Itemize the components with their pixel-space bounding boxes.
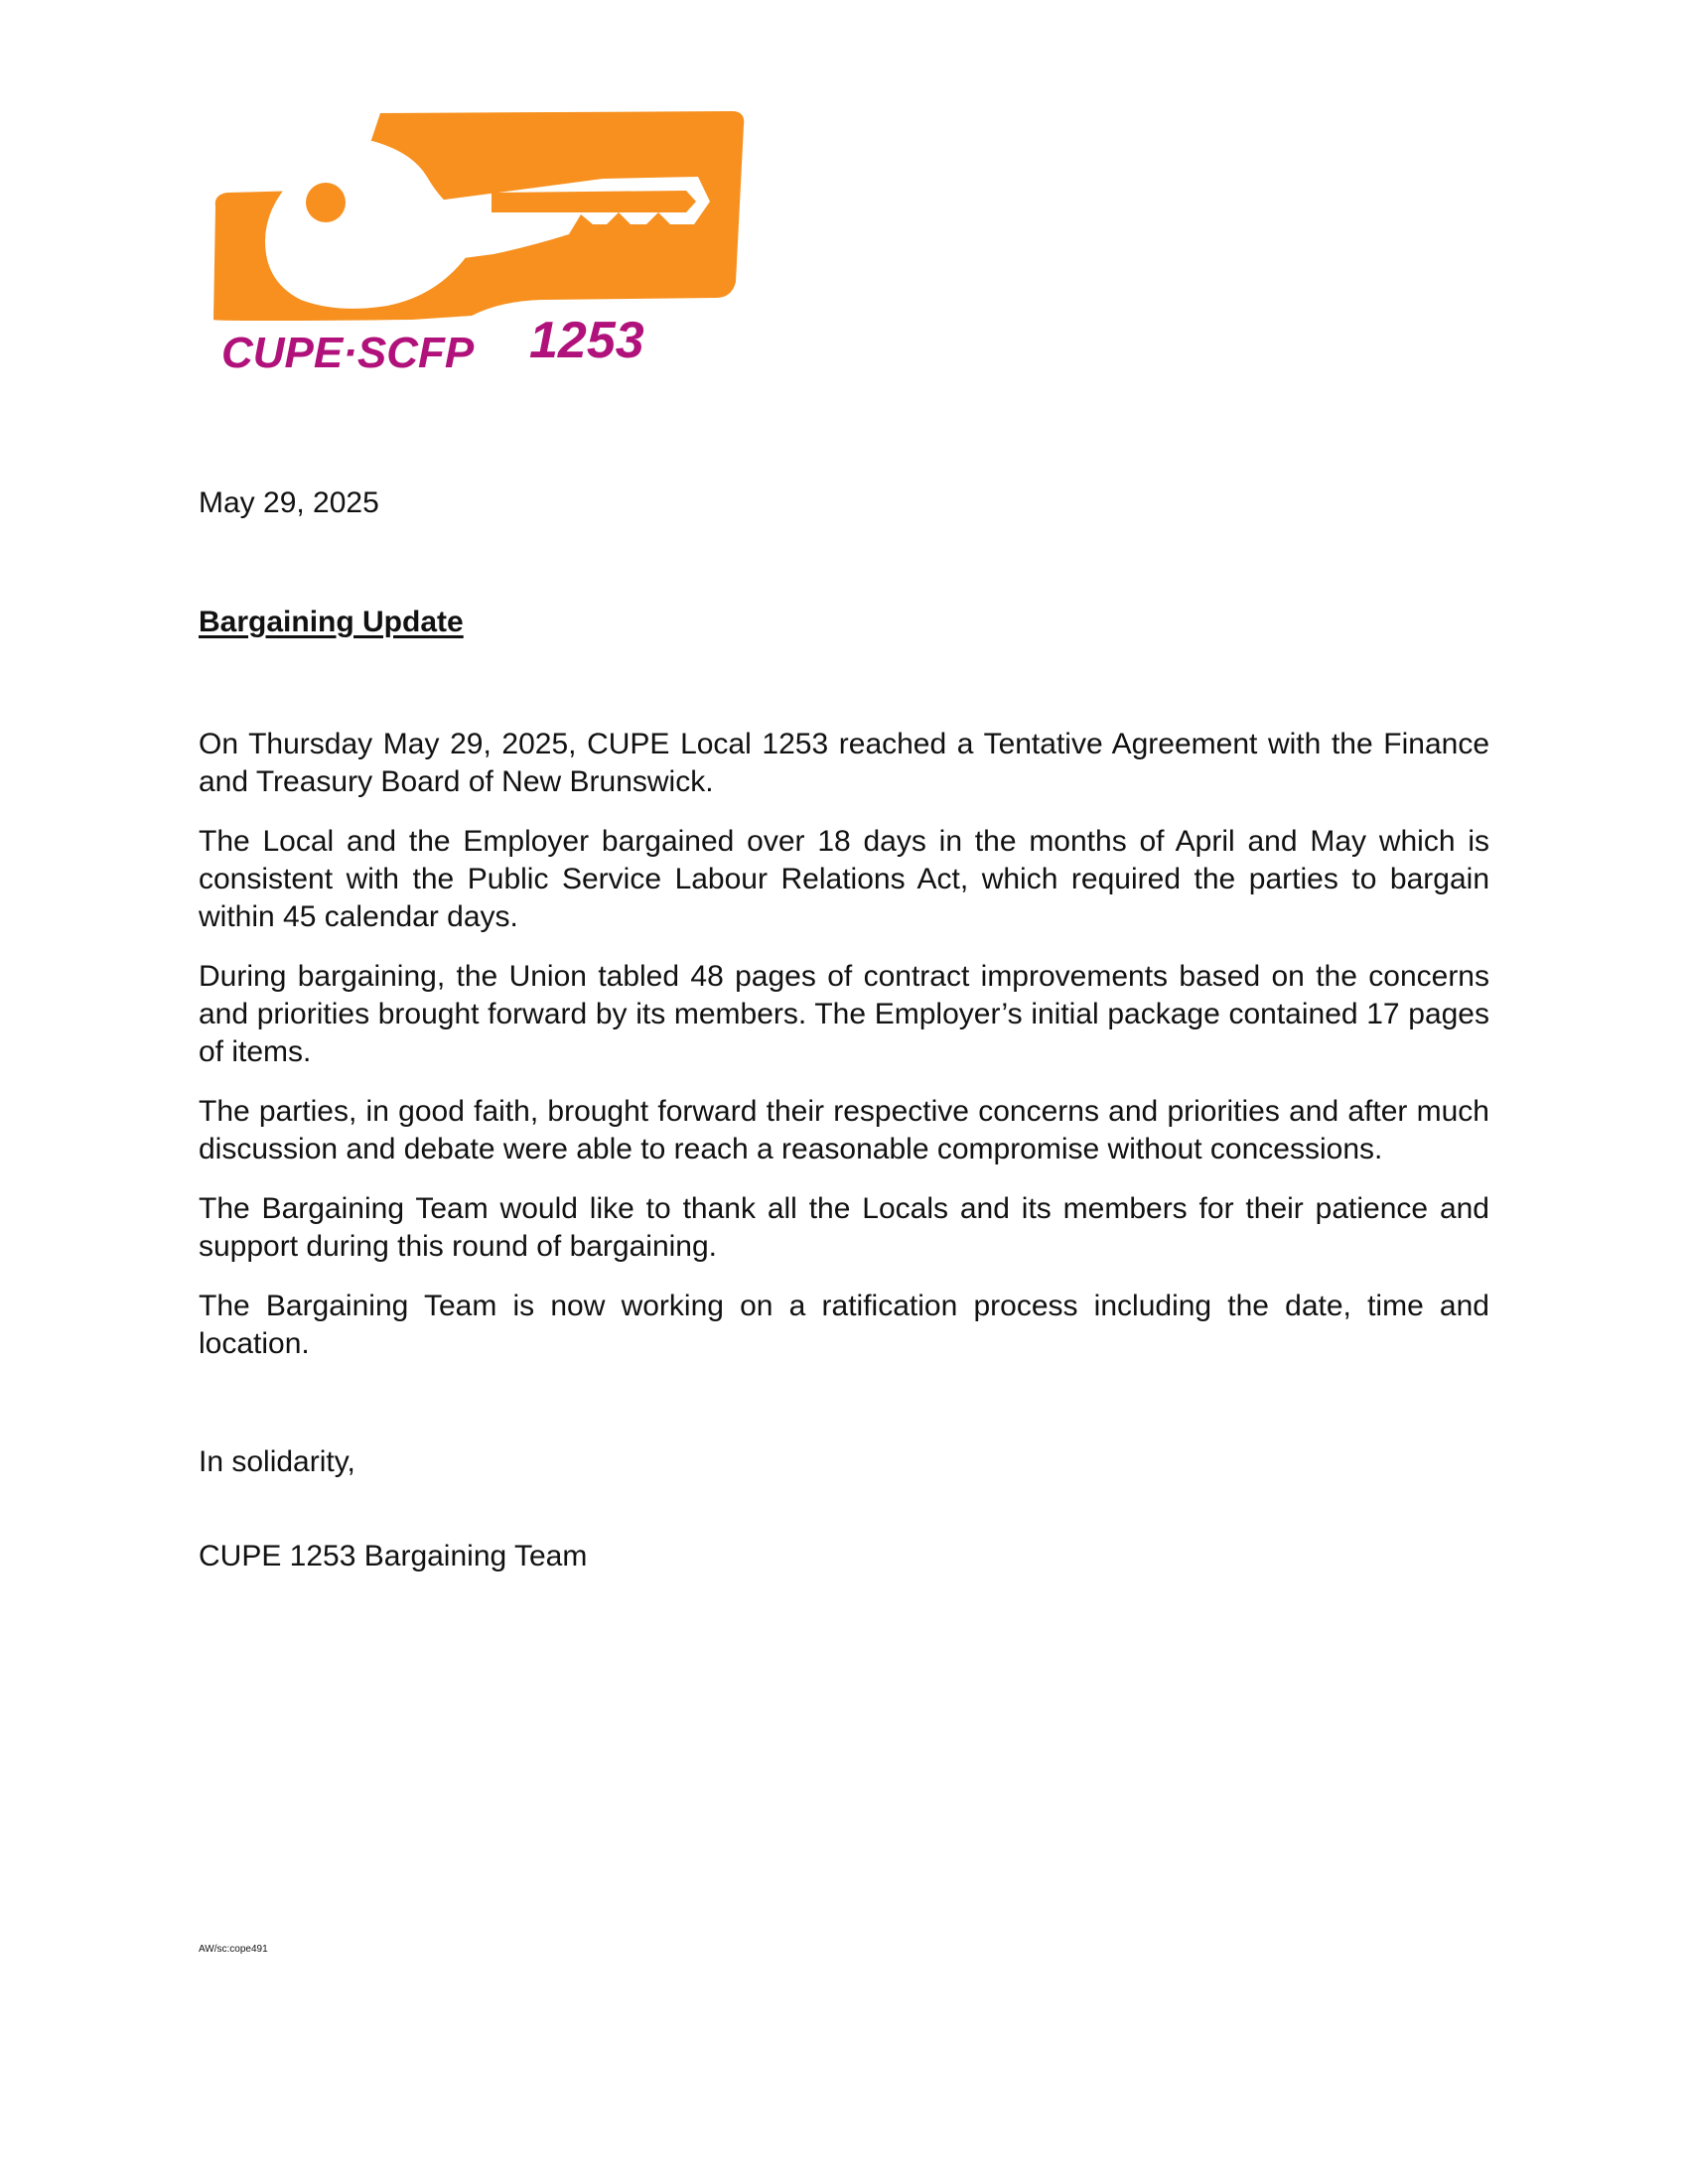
letter-closing: In solidarity,	[199, 1445, 355, 1478]
reference-initials: AW/sc:cope491	[199, 1944, 268, 1955]
logo-local-number: 1253	[529, 312, 644, 369]
body-paragraph: On Thursday May 29, 2025, CUPE Local 1253 reached a Tentative Agreement with the Finance and Treasury Board of New Brunswick.	[199, 728, 1489, 798]
cupe-logo	[204, 107, 750, 380]
letter-subject: Bargaining Update	[199, 606, 464, 638]
letter-body	[199, 726, 1489, 1385]
logo-org-name: CUPE·SCFP	[221, 329, 475, 377]
body-paragraph: During bargaining, the Union tabled 48 pages of contract improvements based on the concerns and priorities brought forward by its members. The Employer’s initial package contained 17 pages of items.	[199, 960, 1489, 1068]
body-paragraph: The parties, in good faith, brought forward their respective concerns and priorities and after much discussion and debate were able to reach a reasonable compromise without concessions.	[199, 1095, 1489, 1165]
letter-signature: CUPE 1253 Bargaining Team	[199, 1540, 588, 1572]
letter-date: May 29, 2025	[199, 486, 379, 519]
key-icon	[213, 111, 744, 321]
body-paragraph: The Local and the Employer bargained over 18 days in the months of April and May which is consistent with the Public Service Labour Relations Act, which required the parties to bargain within 45 calendar days.	[199, 825, 1489, 933]
body-paragraph: The Bargaining Team would like to thank all the Locals and its members for their patience and support during this round of bargaining.	[199, 1192, 1489, 1263]
body-paragraph: The Bargaining Team is now working on a ratification process including the date, time and location.	[199, 1290, 1489, 1360]
